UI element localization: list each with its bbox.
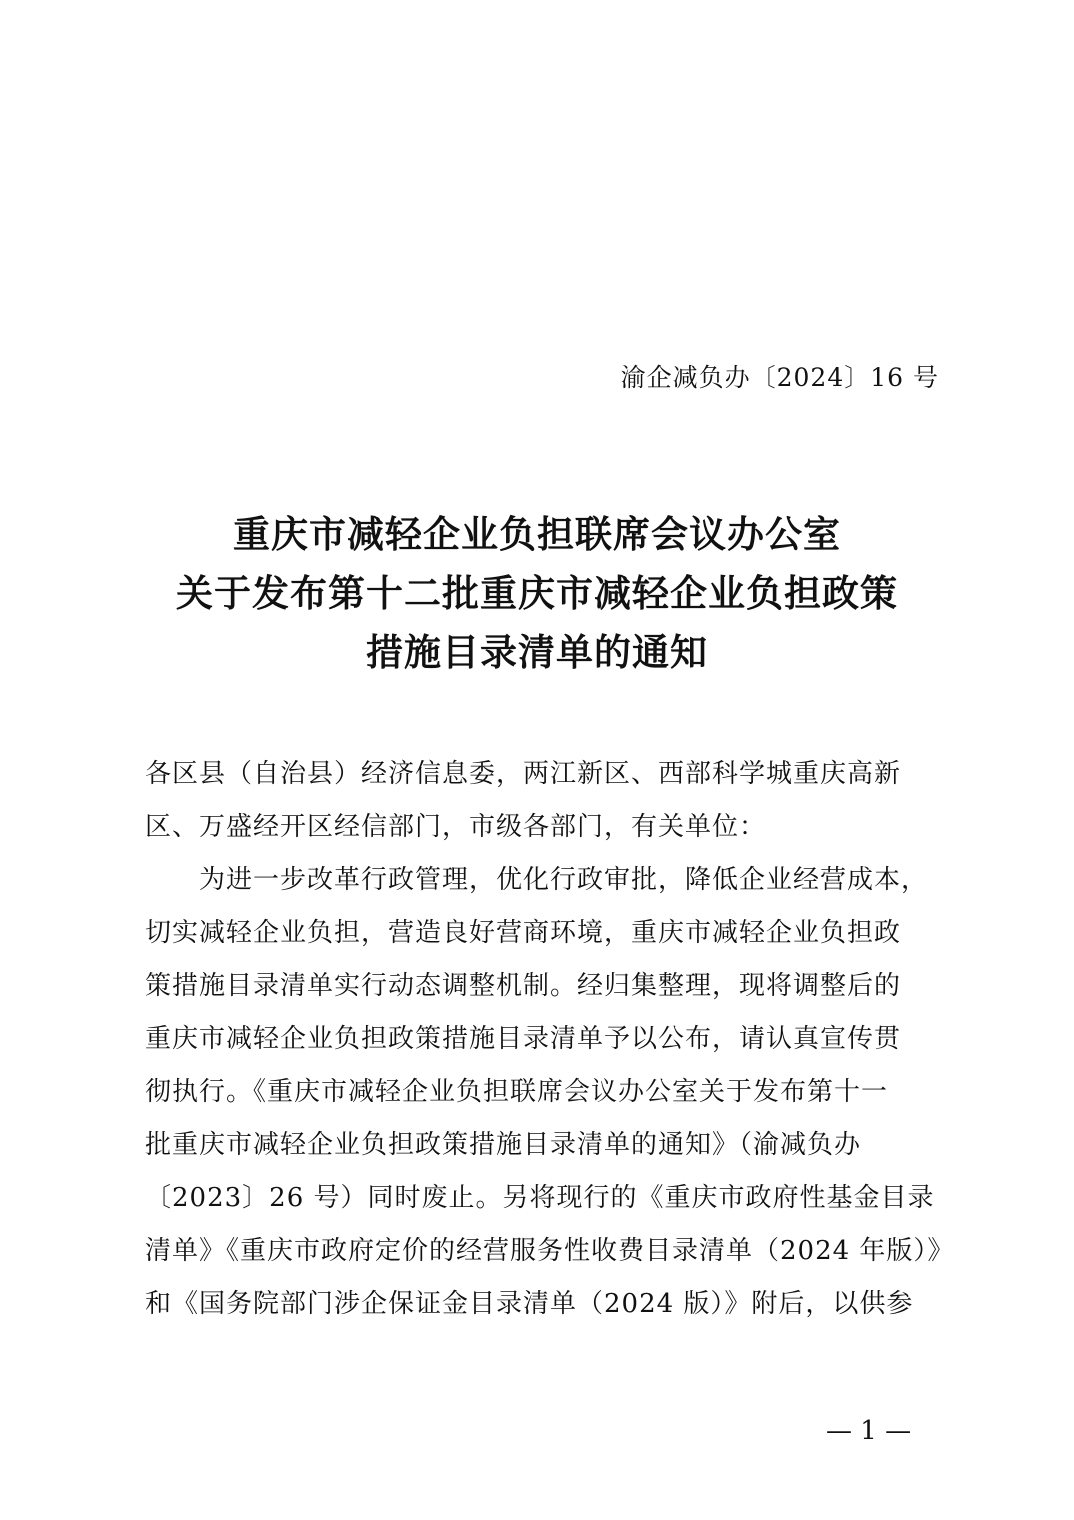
document-number: 渝企减负办〔2024〕16 号 [620,363,939,392]
body-line: 清单》《重庆市政府定价的经营服务性收费目录清单（2024 年版）》 [145,1236,955,1266]
title-line: 措施目录清单的通知 [366,630,708,674]
body-line: 批重庆市减轻企业负担政策措施目录清单的通知》（渝减负办 [145,1130,862,1160]
page-number: — 1 — [826,1416,912,1446]
body-line: 重庆市减轻企业负担政策措施目录清单予以公布，请认真宣传贯 [145,1024,902,1054]
title-line: 关于发布第十二批重庆市减轻企业负担政策 [176,571,898,615]
document-body [145,748,955,1331]
body-line: 彻执行。《重庆市减轻企业负担联席会议办公室关于发布第十一 [145,1077,889,1107]
body-line: 为进一步改革行政管理，优化行政审批，降低企业经营成本， [145,865,929,895]
title-line: 重庆市减轻企业负担联席会议办公室 [233,512,841,556]
body-line: 区、万盛经开区经信部门，市级各部门，有关单位： [145,812,767,842]
body-line: 各区县（自治县）经济信息委，两江新区、西部科学城重庆高新 [145,759,902,789]
document-title [0,505,1074,682]
body-line: 和《国务院部门涉企保证金目录清单（2024 版）》附后，以供参 [145,1289,914,1319]
body-line: 策措施目录清单实行动态调整机制。经归集整理，现将调整后的 [145,971,902,1001]
body-line: 切实减轻企业负担，营造良好营商环境，重庆市减轻企业负担政 [145,918,902,948]
body-line: 〔2023〕26 号）同时废止。另将现行的《重庆市政府性基金目录 [145,1183,935,1213]
